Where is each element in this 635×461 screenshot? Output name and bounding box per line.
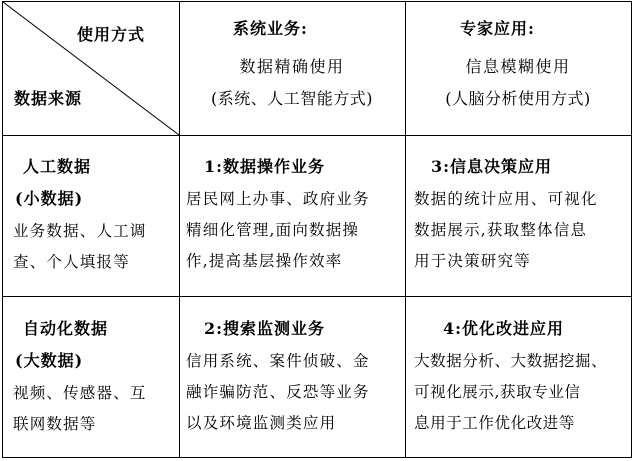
cell-description — [186, 184, 370, 277]
header-system-line2: (系统、人工智能方式) — [211, 89, 373, 108]
cell-desc-line: 息用于工作优化改进等 — [414, 414, 576, 432]
cell-title: 4:优化改进应用 — [443, 319, 565, 338]
cell-desc-line: 作,提高基层操作效率 — [186, 252, 343, 270]
cell-data-operation-business — [179, 135, 405, 296]
source-desc-line: 视频、传感器、互 — [13, 384, 147, 402]
cell-desc-line: 居民网上办事、政府业务 — [186, 190, 370, 208]
source-desc-line: 联网数据等 — [13, 415, 97, 433]
source-desc-line: 查、个人填报等 — [13, 253, 130, 271]
cell-desc-line: 用于决策研究等 — [414, 252, 531, 270]
data-usage-table — [2, 1, 632, 458]
source-subtitle: (大数据) — [15, 351, 84, 370]
source-description — [13, 378, 147, 440]
cell-desc-line: 数据展示,获取整体信息 — [414, 221, 588, 239]
cell-description — [414, 184, 598, 277]
source-title: 自动化数据 — [23, 319, 109, 338]
source-description — [13, 216, 147, 278]
header-expert-line1: 信息模糊使用 — [465, 57, 571, 76]
cell-desc-line: 信用系统、案件侦破、金 — [186, 352, 370, 370]
cell-search-monitoring-business — [179, 296, 405, 457]
cell-title: 3:信息决策应用 — [431, 157, 553, 176]
cell-desc-line: 大数据分析、大数据挖掘、 — [414, 352, 608, 370]
cell-desc-line: 精细化管理,面向数据操 — [186, 221, 360, 239]
header-corner-cell — [3, 2, 179, 135]
cell-information-decision-application — [405, 135, 631, 296]
header-expert-line2: (人脑分析使用方式) — [445, 89, 591, 108]
cell-description — [414, 346, 607, 439]
corner-label-source: 数据来源 — [14, 89, 83, 108]
cell-desc-line: 融诈骗防范、反恐等业务 — [186, 383, 370, 401]
cell-optimization-improvement-application — [405, 296, 631, 457]
source-desc-line: 业务数据、人工调 — [13, 222, 147, 240]
cell-title: 2:搜索监测业务 — [204, 319, 326, 338]
corner-label-usage: 使用方式 — [77, 25, 146, 44]
header-expert-application — [405, 2, 631, 135]
source-subtitle: (小数据) — [15, 189, 84, 208]
header-system-line1: 数据精确使用 — [239, 57, 345, 76]
cell-desc-line: 以及环境监测类应用 — [186, 414, 337, 432]
cell-desc-line: 数据的统计应用、可视化 — [414, 190, 598, 208]
header-system-business — [179, 2, 405, 135]
cell-title: 1:数据操作业务 — [204, 157, 326, 176]
row-manual-data-source — [3, 135, 179, 296]
row-automated-data-source — [3, 296, 179, 457]
header-system-title: 系统业务: — [233, 19, 308, 38]
source-title: 人工数据 — [23, 157, 92, 176]
cell-desc-line: 可视化展示,获取专业信 — [414, 383, 581, 401]
cell-description — [186, 346, 370, 439]
header-expert-title: 专家应用: — [460, 19, 535, 38]
